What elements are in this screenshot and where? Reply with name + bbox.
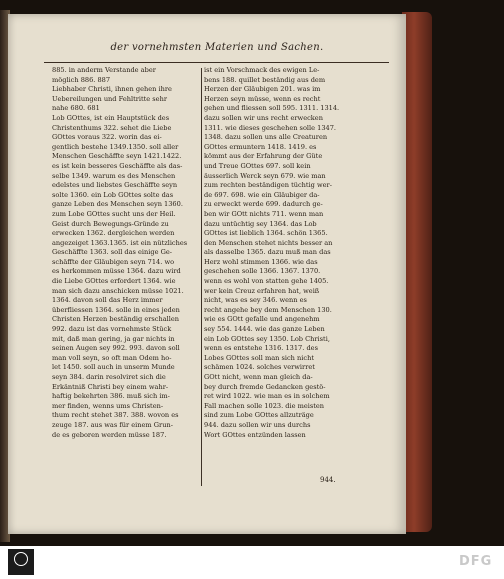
text-line: und Treue GOttes 697. soll kein — [204, 161, 311, 170]
text-line: Uebereilungen und Fehltritte sehr — [52, 94, 167, 103]
text-line: den Menschen stehet nichts besser an — [204, 238, 333, 247]
text-line: bey durch fremde Gedancken gestö- — [204, 382, 326, 391]
text-line: man voll seyn, so oft man Odem ho- — [52, 353, 172, 362]
text-line: seinen Augen sey 992. 993. davon soll — [52, 344, 180, 353]
text-line: Lob GOttes, ist ein Hauptstück des — [52, 113, 170, 122]
text-line: Menschen Geschäffte seyn 1421.1422. — [52, 152, 182, 161]
text-line: selbe 1349. warum es des Menschen — [52, 171, 176, 180]
text-line: ben wir GOtt nichts 711. wenn man — [204, 209, 324, 218]
text-line: wer kein Creuz erfahren hat, weiß — [204, 286, 320, 295]
text-line: schämen 1024. solches verwirret — [204, 363, 315, 372]
text-line: kömmt aus der Erfahrung der Güte — [204, 152, 323, 161]
book-cover-edge — [402, 12, 432, 532]
text-line: Herzen der Gläubigen 201. was im — [204, 85, 321, 94]
running-head: der vornehmsten Materien und Sachen. — [110, 42, 324, 53]
text-line: de es geboren werden müsse 187. — [52, 430, 167, 439]
text-line: gentlich bestehe 1349.1350. soll aller — [52, 142, 179, 151]
text-line: als dasselbe 1365. dazu muß man das — [204, 248, 331, 257]
text-line: Fall machen solle 1023. die meisten — [204, 401, 325, 410]
text-line: dazu sollen wir uns recht erwecken — [204, 113, 323, 122]
franckesche-stiftungen-logo — [8, 549, 34, 575]
text-line: zum rechten beständigen tüchtig wer- — [204, 181, 332, 190]
text-line: ein Lob GOttes sey 1350. Lob Christi, — [204, 334, 330, 343]
text-line: überfliessen 1364. solle in eines jeden — [52, 305, 180, 314]
text-line: dazu untüchtig sey 1364. das Lob — [204, 219, 317, 228]
text-line: zum Lobe GOttes sucht uns der Heil. — [52, 209, 176, 218]
text-line: wenn es wohl von statten gehe 1405. — [204, 277, 329, 286]
right-text-column — [204, 66, 356, 486]
text-line: äusserlich Werck seyn 679. wie man — [204, 171, 326, 180]
text-line: thum recht stehet 387. 388. wovon es — [52, 411, 179, 420]
text-line: edelstes und liebstes Geschäffte seyn — [52, 181, 178, 190]
text-line: 992. dazu ist das vornehmste Stück — [52, 325, 172, 334]
header-rule — [44, 62, 389, 63]
text-line: geschehen solle 1366. 1367. 1370. — [204, 267, 321, 276]
text-line: let 1450. soll auch in unserm Munde — [52, 363, 175, 372]
text-line: zeuge 187. aus was für einem Grun- — [52, 420, 173, 429]
text-line: es herkommen müsse 1364. dazu wird — [52, 267, 181, 276]
text-line: bens 188. quillet beständig aus dem — [204, 75, 326, 84]
text-line: erwecken 1362. dergleichen werden — [52, 229, 175, 238]
text-line: seyn 384. darin resolviret sich die — [52, 373, 166, 381]
text-line: gehen und fliessen soll 595. 1311. 1314. — [204, 104, 340, 113]
text-line: GOttes ist lieblich 1364. schön 1365. — [204, 229, 328, 238]
text-line: Lobes GOttes soll man sich nicht — [204, 353, 314, 362]
text-line: zu erweckt werde 699. dadurch ge- — [204, 200, 323, 209]
text-line: GOttes ermuntern 1418. 1419. es — [204, 142, 317, 151]
footer-band — [0, 546, 504, 579]
text-line: GOtt nicht, wenn man gleich da- — [204, 373, 313, 381]
text-line: mit, daß man gering, ja gar nichts in — [52, 334, 175, 343]
text-line: möglich 886. 887 — [52, 75, 111, 84]
text-line: Christen Herzen beständig erschallen — [52, 315, 180, 324]
text-line: Herz wohl stimmen 1366. wie das — [204, 257, 318, 266]
text-line: man sich dazu anschicken müsse 1021. — [52, 286, 184, 295]
text-line: GOttes voraus 322. worin das ei- — [52, 133, 162, 142]
text-line: schäffte der Gläubigen seyn 714. wo — [52, 257, 175, 266]
text-line: Liebhaber Christi, ihnen gehen ihre — [52, 85, 172, 94]
text-line: 885. in anderm Verstande aber — [52, 66, 156, 74]
text-line: die Liebe GOttes erfordert 1364. wie — [52, 277, 176, 286]
text-line: Erkäntniß Christi bey einem wahr- — [52, 382, 169, 391]
text-line: sind zum Lobe GOttes allzuträge — [204, 411, 314, 420]
text-line: nahe 680. 681 — [52, 104, 100, 113]
text-line: sey 554. 1444. wie das ganze Leben — [204, 325, 325, 334]
column-divider — [201, 68, 202, 486]
text-line: wie es GOtt gefalle und angenehm — [204, 315, 320, 324]
text-line: mer finden, wenns ums Christen- — [52, 401, 164, 410]
text-line: haftig bekehrten 386. muß sich im- — [52, 392, 170, 401]
text-line: 1311. wie dieses geschehen solle 1347. — [204, 123, 337, 132]
text-line: 944. dazu sollen wir uns durchs — [204, 420, 311, 429]
text-line: es ist kein besseres Geschäffte als das- — [52, 161, 183, 170]
text-line: Geist durch Bewegungs-Gründe zu — [52, 219, 169, 228]
text-line: Geschäffte 1363. soll das einige Ge- — [52, 248, 173, 257]
left-text-column — [52, 66, 204, 486]
text-line: 1348. dazu sollen uns alle Creaturen — [204, 133, 328, 142]
text-line: wenn es entstehe 1316. 1317. des — [204, 344, 318, 353]
dfg-logo: DFG — [459, 554, 493, 569]
text-line: Wort GOttes entzünden lassen — [204, 430, 306, 439]
text-line: nicht, was es sey 346. wenn es — [204, 296, 307, 305]
text-line: de 697. 698. wie ein Gläubiger da- — [204, 190, 320, 199]
text-line: Herzen seyn müsse, wenn es recht — [204, 94, 321, 103]
text-line: 1364. davon soll das Herz immer — [52, 296, 163, 305]
text-line: ganze Leben des Menschen seyn 1360. — [52, 200, 183, 209]
text-line: ret wird 1022. wie man es in solchem — [204, 392, 330, 401]
text-line: recht angehe bey dem Menschen 130. — [204, 305, 332, 314]
seal-icon — [14, 552, 28, 566]
page-number: 944. — [320, 476, 336, 484]
text-line: Christenthums 322. sehet die Liebe — [52, 123, 172, 132]
text-line: angezeiget 1363.1365. ist ein nützliches — [52, 238, 188, 247]
text-line: ist ein Vorschmack des ewigen Le- — [204, 66, 320, 74]
text-line: solte 1360. ein Lob GOttes solte das — [52, 190, 174, 199]
